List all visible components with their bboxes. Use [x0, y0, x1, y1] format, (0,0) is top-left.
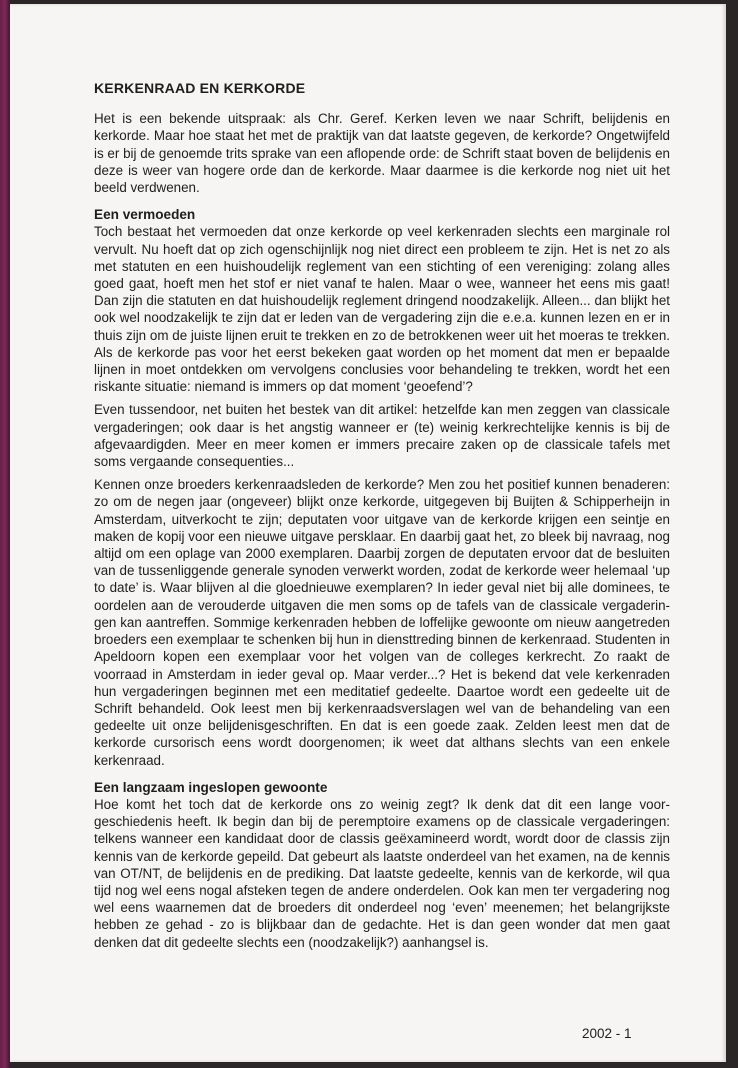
paragraph: Hoe komt het toch dat de kerkorde ons zo weinig zegt? Ik denk dat dit een lange voorgeschiedenis heeft. Ik begin dan bij de peremptoire examens op de classicale vergaderingen: telkens wanneer een kandidaat door de classis geëxamineerd wordt, wordt door de classis zijn kennis van de kerkorde gepeild. Dat gebeurt als laatste onderdeel van het examen, na de kennis van OT/NT, de belijdenis en de prediking. Dat laatste gedeelte, kennis van de kerkorde, wil qua tijd nog wel eens nogal afsteken tegen de andere onderdelen. Ook kan men ter vergadering nog wel eens waarnemen dat de broeders dit onderdeel nog ‘even’ meenemen; het belangrijkste hebben ze gehad - zo is blijkbaar dan de gedachte. Het is dan geen wonder dat men gaat denken dat dit gedeelte slechts een (noodzakelijk?) aanhangsel is.	[94, 796, 670, 950]
binding-spine	[0, 0, 10, 1068]
article-body	[94, 80, 670, 957]
paragraph: Kennen onze broeders kerkenraadsleden de kerkorde? Men zou het positief kunnen benaderen: zo om de negen jaar (ongeveer) blijkt onze kerkorde, uitgegeven bij Buijten & Schipperheijn in Amsterdam, uitverkocht te zijn; deputaten voor uitgave van de kerkorde krijgen een seintje en maken de kopij voor een nieuwe uitgave persklaar. En daarbij gaat het, zo bleek bij navraag, nog altijd om een oplage van 2000 exemplaren. Daarbij zorgen de deputaten ervoor dat de besluiten van de tussenliggende generale synoden verwerkt worden, zodat de kerkorde weer helemaal ‘up to date’ is. Waar blijven al die gloednieuwe exemplaren? In ieder geval niet bij alle dominees, te oordelen aan de verouderde uitgaven die men soms op de tafels van de classicale vergaderingen kan aantreffen. Sommige kerkenraden hebben de loffelijke gewoonte om nieuw aangetreden broeders een exemplaar te schenken bij hun in diensttreding binnen de kerkenraad. Studenten in Apeldoorn kopen een exemplaar voor het volgen van de colleges kerkrecht. Zo raakt de voorraad in Amsterdam in ieder geval op. Maar verder...? Het is bekend dat vele kerkenraden hun vergaderingen beginnen met een meditatief gedeelte. Daartoe wordt een gedeelte uit de Schrift behandeld. Ook leest men bij kerkenraadsverslagen wel van de behandeling van een gedeelte uit onze belijdenisgeschriften. En dat is een goede zaak. Zelden leest men dat de kerkorde cursorisch eens wordt doorgenomen; ik weet dat althans slechts van een enkele kerkenraad.	[94, 477, 670, 768]
intro-paragraph: Het is een bekende uitspraak: als Chr. Geref. Kerken leven we naar Schrift, belijdenis en kerkorde. Maar hoe staat het met de praktijk van dat laatste gegeven, de kerkorde? Ongetwijfeld is er bij de genoemde trits sprake van een aflopende orde: de Schrift staat boven de belijdenis en deze is weer van hogere orde dan de kerkorde. Maar daarmee is die kerkorde nog niet uit het beeld verdwenen.	[94, 111, 670, 196]
section-heading-gewoonte: Een langzaam ingeslopen gewoonte	[94, 779, 328, 795]
page-number: 2002 - 1	[582, 1026, 632, 1041]
paragraph: Toch bestaat het vermoeden dat onze kerkorde op veel kerkenraden slechts een marginale rol vervult. Nu hoeft dat op zich ogenschijnlijk nog niet direct een probleem te zijn. Het is net zo als met statuten en een huishoudelijk reglement van een stichting of een vereniging: zolang alles goed gaat, hoeft men het stof er niet vanaf te halen. Maar o wee, wanneer het eens mis gaat! Dan zijn die statuten en dat huishoudelijk reglement dringend noodzakelijk. Alleen... dan blijkt het ook wel noodzakelijk te zijn dat er leden van de vergadering zijn die e.e.a. kunnen lezen en er in thuis zijn om de juiste lijnen eruit te trekken en zo de betrokkenen weer uit het moeras te trekken. Als de kerkorde pas voor het eerst bekeken gaat worden op het moment dat men er bepaalde lijnen in moet ontdekken om vervolgens conclusies voor behandeling te trekken, wordt het een riskante situatie: niemand is immers op dat moment ‘geoefend’?	[94, 224, 670, 395]
paragraph: Even tussendoor, net buiten het bestek van dit artikel: hetzelfde kan men zeggen van classicale vergaderingen; ook daar is het angstig wanneer er (te) weinig kerkrechtelijke kennis is bij de afgevaardigden. Meer en meer komen er immers precaire zaken op de classicale tafels met soms vergaande consequenties...	[94, 402, 670, 470]
document-page	[10, 4, 726, 1062]
section-heading-vermoeden: Een vermoeden	[94, 207, 196, 223]
article-title: KERKENRAAD EN KERKORDE	[94, 80, 306, 96]
